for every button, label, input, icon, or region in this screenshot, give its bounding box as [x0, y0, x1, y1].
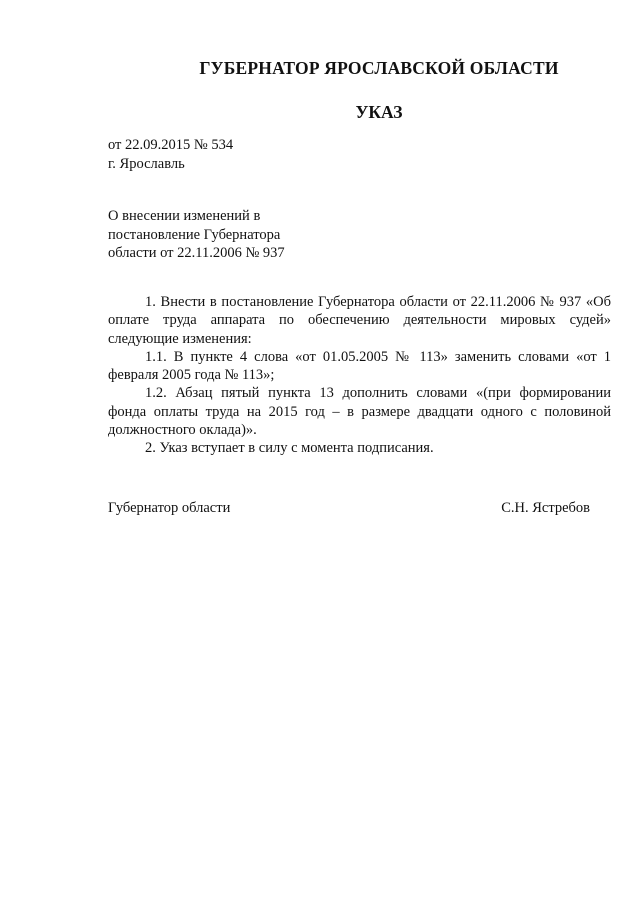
- document-type: УКАЗ: [355, 102, 403, 122]
- subject-line: О внесении изменений в: [108, 208, 261, 224]
- body-paragraph-1: 1. Внести в постановление Губернатора области от 22.11.2006 № 937 «Об оплате труда аппарата по обеспечению деятельности мировых судей» следующие изменения:: [108, 294, 611, 347]
- document-body: [108, 293, 611, 458]
- document-subject: [108, 207, 285, 263]
- body-paragraph-1-2: 1.2. Абзац пятый пункта 13 дополнить словами «(при формировании фонда оплаты труда на 2015 год – в размере двадцати одного с половиной должностного оклада)».: [108, 385, 611, 439]
- date-number: от 22.09.2015 № 534: [108, 137, 234, 153]
- body-paragraph-1-1: 1.1. В пункте 4 слова «от 01.05.2005 № 113» заменить словами «от 1 февраля 2005 года № 113»;: [108, 348, 611, 384]
- subject-line: области от 22.11.2006 № 937: [108, 245, 285, 261]
- signatory-position: Губернатор области: [108, 500, 231, 516]
- signatory-name: С.Н. Ястребов: [501, 500, 590, 516]
- issuer-title: ГУБЕРНАТОР ЯРОСЛАВСКОЙ ОБЛАСТИ: [199, 58, 559, 78]
- body-paragraph-2: 2. Указ вступает в силу с момента подписания.: [145, 440, 434, 457]
- city: г. Ярославль: [108, 155, 185, 172]
- document-meta: [108, 136, 233, 173]
- subject-line: постановление Губернатора: [108, 226, 281, 243]
